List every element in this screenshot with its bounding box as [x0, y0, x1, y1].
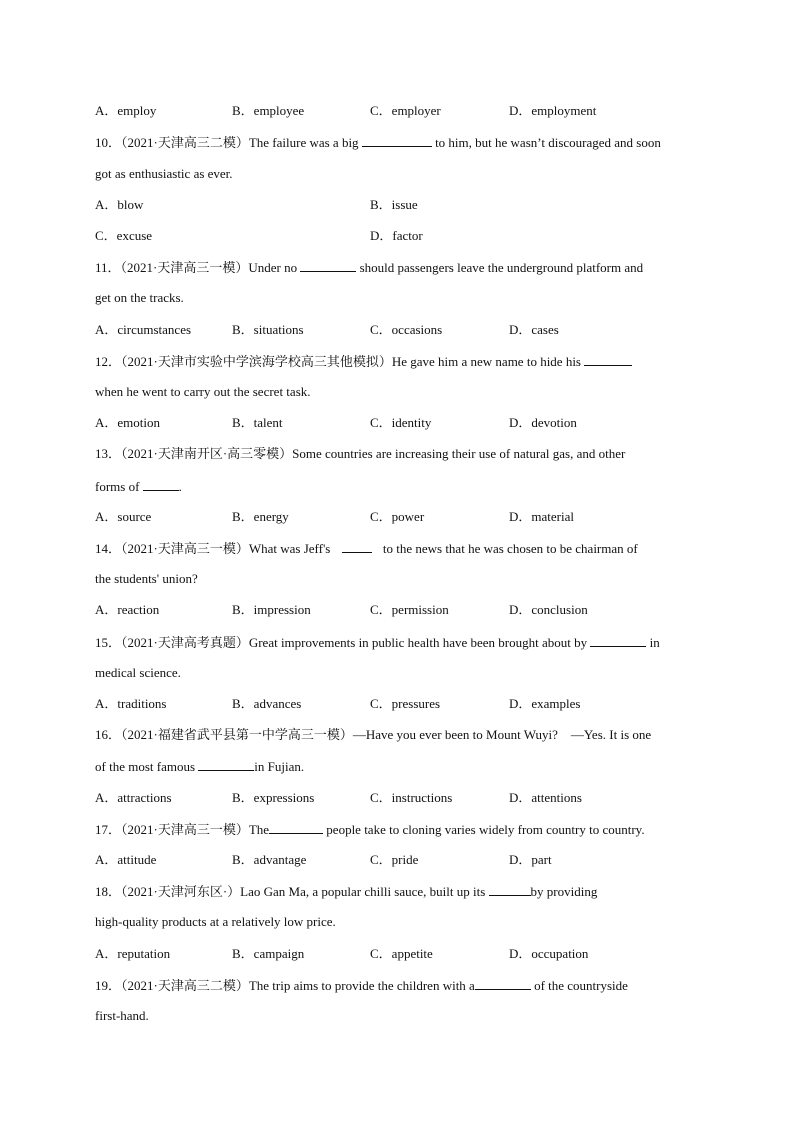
q12-option-a[interactable]: A．emotion [95, 415, 160, 430]
q19-suffix: of the countryside [534, 978, 628, 993]
q15-option-a[interactable]: A．traditions [95, 696, 167, 711]
q12-stem [95, 353, 632, 370]
q14-stem-line2: the students' union? [95, 571, 198, 586]
q15-option-b[interactable]: B．advances [232, 696, 302, 711]
q17-option-c[interactable]: C．pride [370, 852, 419, 867]
q17-blank[interactable] [269, 821, 323, 834]
q17-prefix: 17．（2021·天津高三一模）The [95, 822, 270, 837]
q18-stem [95, 883, 597, 900]
q14-option-a[interactable]: A．reaction [95, 602, 160, 617]
q14-option-d[interactable]: D．conclusion [509, 602, 588, 617]
q11-suffix: should passengers leave the underground platform and [359, 260, 644, 275]
q16-option-c[interactable]: C．instructions [370, 790, 453, 805]
q14-suffix: to the news that he was chosen to be chairman of [382, 541, 638, 556]
q18-suffix: by providing [530, 884, 598, 899]
q10-option-d[interactable]: D．factor [370, 228, 423, 243]
q16-option-d[interactable]: D．attentions [509, 790, 582, 805]
q10-stem-line2: got as enthusiastic as ever. [95, 166, 233, 181]
q16-option-b[interactable]: B．expressions [232, 790, 315, 805]
q13-option-c[interactable]: C．power [370, 509, 425, 524]
q13-option-d[interactable]: D．material [509, 509, 574, 524]
q9-option-b[interactable]: B．employee [232, 103, 305, 118]
q11-option-b[interactable]: B．situations [232, 322, 304, 337]
q17-option-d[interactable]: D．part [509, 852, 552, 867]
q11-stem [95, 259, 643, 276]
q12-prefix: 12．（2021·天津市实验中学滨海学校高三其他模拟）He gave him a new name to hide his [95, 354, 581, 369]
q16-stem-line2 [95, 758, 304, 775]
q10-option-c[interactable]: C．excuse [95, 228, 153, 243]
q14-stem [95, 540, 638, 557]
q10-option-a[interactable]: A．blow [95, 197, 144, 212]
q18-option-a[interactable]: A．reputation [95, 946, 171, 961]
q12-option-b[interactable]: B．talent [232, 415, 283, 430]
q15-suffix: in [649, 635, 660, 650]
q15-stem-line2: medical science. [95, 665, 181, 680]
q12-option-c[interactable]: C．identity [370, 415, 432, 430]
q17-stem [95, 821, 645, 838]
q17-option-a[interactable]: A．attitude [95, 852, 157, 867]
q14-option-c[interactable]: C．permission [370, 602, 449, 617]
q19-stem [95, 977, 628, 994]
q13-stem-line2 [95, 478, 182, 495]
q18-prefix: 18．（2021·天津河东区·）Lao Gan Ma, a popular chilli sauce, built up its [95, 884, 486, 899]
q16-blank[interactable] [198, 758, 254, 771]
q14-prefix: 14．（2021·天津高三一模）What was Jeff's [95, 541, 331, 556]
q13-blank[interactable] [143, 478, 179, 491]
q12-blank[interactable] [584, 353, 632, 366]
q11-blank[interactable] [300, 259, 356, 272]
q10-prefix: 10．（2021·天津高三二模）The failure was a big [95, 135, 359, 150]
q14-option-b[interactable]: B．impression [232, 602, 311, 617]
q9-option-a[interactable]: A．employ [95, 103, 157, 118]
q17-option-b[interactable]: B．advantage [232, 852, 307, 867]
q10-stem [95, 134, 661, 151]
q15-option-d[interactable]: D．examples [509, 696, 581, 711]
q18-stem-line2: high-quality products at a relatively low price. [95, 914, 336, 929]
q19-prefix: 19．（2021·天津高三二模）The trip aims to provide the children with a [95, 978, 475, 993]
q9-option-d[interactable]: D．employment [509, 103, 597, 118]
q18-blank[interactable] [489, 883, 531, 896]
q13-option-b[interactable]: B．energy [232, 509, 289, 524]
q13-line2-prefix: forms of [95, 479, 140, 494]
q16-line2-prefix: of the most famous [95, 759, 196, 774]
q12-option-d[interactable]: D．devotion [509, 415, 577, 430]
q13-line2-suffix: . [178, 479, 182, 494]
q15-stem [95, 634, 660, 651]
q15-prefix: 15．（2021·天津高考真题）Great improvements in public health have been brought about by [95, 635, 588, 650]
q14-blank[interactable] [342, 540, 372, 553]
q10-blank[interactable] [362, 134, 432, 147]
q10-option-b[interactable]: B．issue [370, 197, 418, 212]
q17-suffix: people take to cloning varies widely from country to country. [326, 822, 645, 837]
q16-line2-suffix: in Fujian. [254, 759, 305, 774]
q11-option-d[interactable]: D．cases [509, 322, 559, 337]
q11-option-c[interactable]: C．occasions [370, 322, 443, 337]
q16-option-a[interactable]: A．attractions [95, 790, 172, 805]
q18-option-d[interactable]: D．occupation [509, 946, 589, 961]
q11-prefix: 11．（2021·天津高三一模）Under no [95, 260, 298, 275]
q13-option-a[interactable]: A．source [95, 509, 152, 524]
q11-option-a[interactable]: A．circumstances [95, 322, 192, 337]
q19-blank[interactable] [475, 977, 531, 990]
q11-stem-line2: get on the tracks. [95, 290, 184, 305]
q18-option-b[interactable]: B．campaign [232, 946, 305, 961]
q13-stem: 13．（2021·天津南开区·高三零模）Some countries are increasing their use of natural gas, and other [95, 446, 626, 461]
q18-option-c[interactable]: C．appetite [370, 946, 433, 961]
q19-stem-line2: first-hand. [95, 1008, 149, 1023]
q10-suffix: to him, but he wasn’t discouraged and soon [435, 135, 661, 150]
q15-option-c[interactable]: C．pressures [370, 696, 441, 711]
q12-stem-line2: when he went to carry out the secret task. [95, 384, 311, 399]
q9-option-c[interactable]: C．employer [370, 103, 441, 118]
q16-stem: 16．（2021·福建省武平县第一中学高三一模）—Have you ever been to Mount Wuyi? —Yes. It is one [95, 727, 652, 742]
q15-blank[interactable] [590, 634, 646, 647]
